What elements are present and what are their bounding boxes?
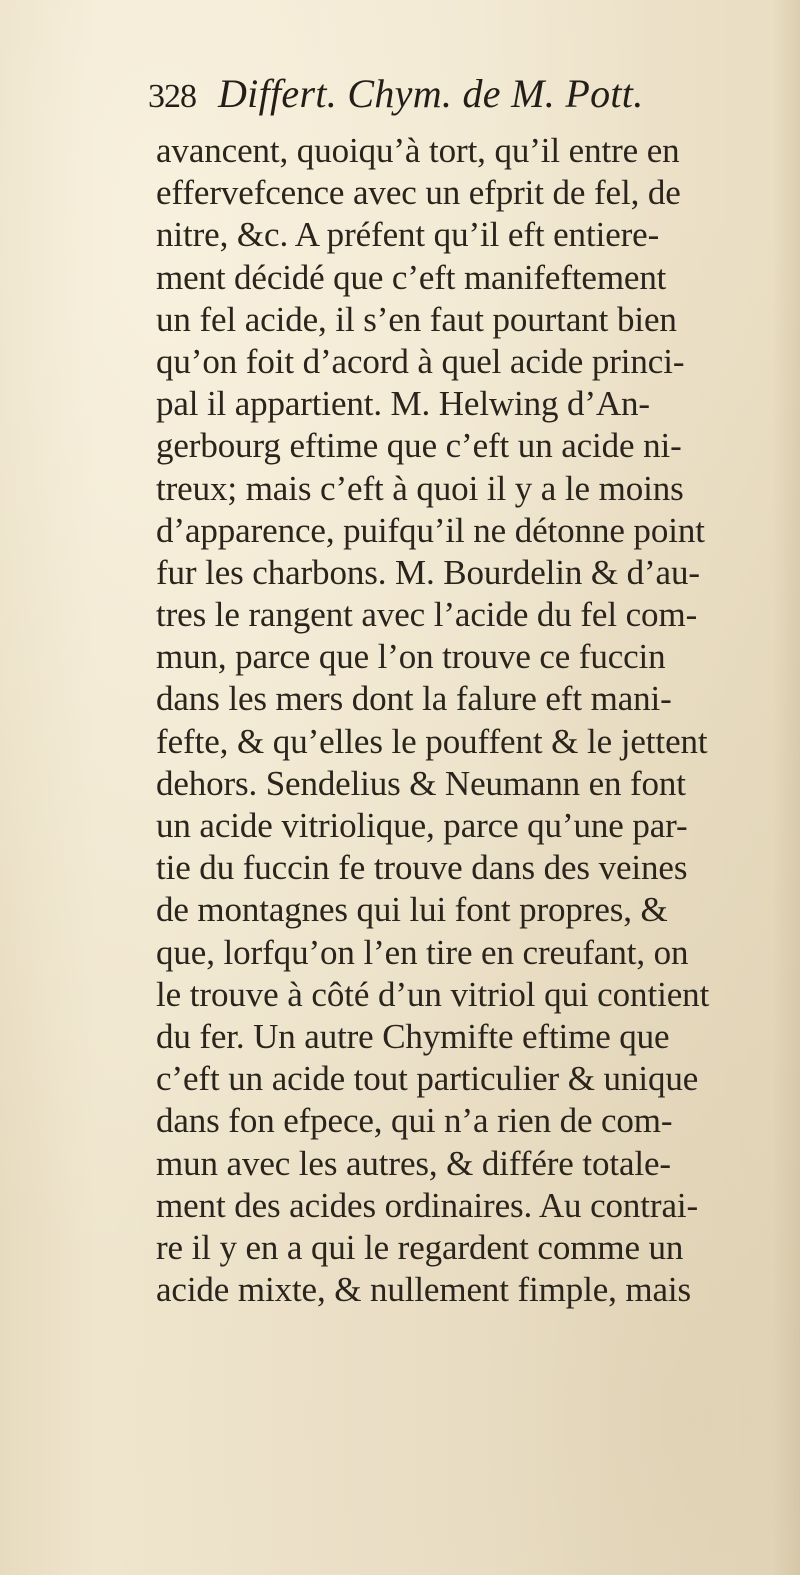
text-line: ment décidé que c’eft manifeftement [156, 257, 667, 297]
text-line: ment des acides ordinaires. Au contrai- [156, 1185, 699, 1225]
text-line: mun avec les autres, & différe totale- [156, 1143, 671, 1183]
text-line: dehors. Sendelius & Neumann en font [156, 763, 686, 803]
text-line: fefte, & qu’elles le pouffent & le jettent [156, 721, 708, 761]
text-line: un acide vitriolique, parce qu’une par- [156, 806, 688, 845]
text-line: nitre, &c. A préfent qu’il eft entiere- [156, 215, 660, 255]
running-head [148, 70, 708, 132]
text-line: qu’on foit d’acord à quel acide princi- [156, 341, 685, 381]
text-line: mun, parce que l’on trouve ce fuccin [156, 637, 666, 677]
text-line: treux; mais c’eft à quoi il y a le moins [156, 468, 684, 508]
text-line: le trouve à côté d’un vitriol qui contient [156, 974, 710, 1014]
text-line: fur les charbons. M. Bourdelin & d’au- [156, 552, 700, 592]
text-line: un fel acide, il s’en faut pourtant bien [156, 299, 677, 339]
text-line: acide mixte, & nullement fimple, mais [156, 1270, 691, 1310]
text-line: d’apparence, puifqu’il ne détonne point [156, 510, 705, 550]
running-title: Differt. Chym. de M. Pott. [218, 71, 644, 116]
text-line: tie du fuccin fe trouve dans des veines [156, 848, 688, 888]
body-text [156, 130, 796, 1311]
text-line: gerbourg eftime que c’eft un acide ni- [156, 426, 682, 466]
text-line: que, lorfqu’on l’en tire en creufant, on [156, 932, 689, 972]
text-line: effervefcence avec un efprit de fel, de [156, 173, 681, 213]
text-line: c’eft un acide tout particulier & unique [156, 1059, 699, 1099]
text-line: du fer. Un autre Chymifte eftime que [156, 1016, 670, 1056]
page-number: 328 [148, 78, 196, 115]
text-line: dans fon efpece, qui n’a rien de com- [156, 1101, 673, 1141]
text-line: re il y en a qui le regardent comme un [156, 1227, 684, 1267]
text-line: de montagnes qui lui font propres, & [156, 890, 668, 930]
text-line: pal il appartient. M. Helwing d’An- [156, 384, 650, 424]
text-line: avancent, quoiqu’à tort, qu’il entre en [156, 131, 680, 170]
text-line: tres le rangent avec l’acide du fel com- [156, 595, 698, 635]
text-line: dans les mers dont la falure eft mani- [156, 679, 672, 719]
